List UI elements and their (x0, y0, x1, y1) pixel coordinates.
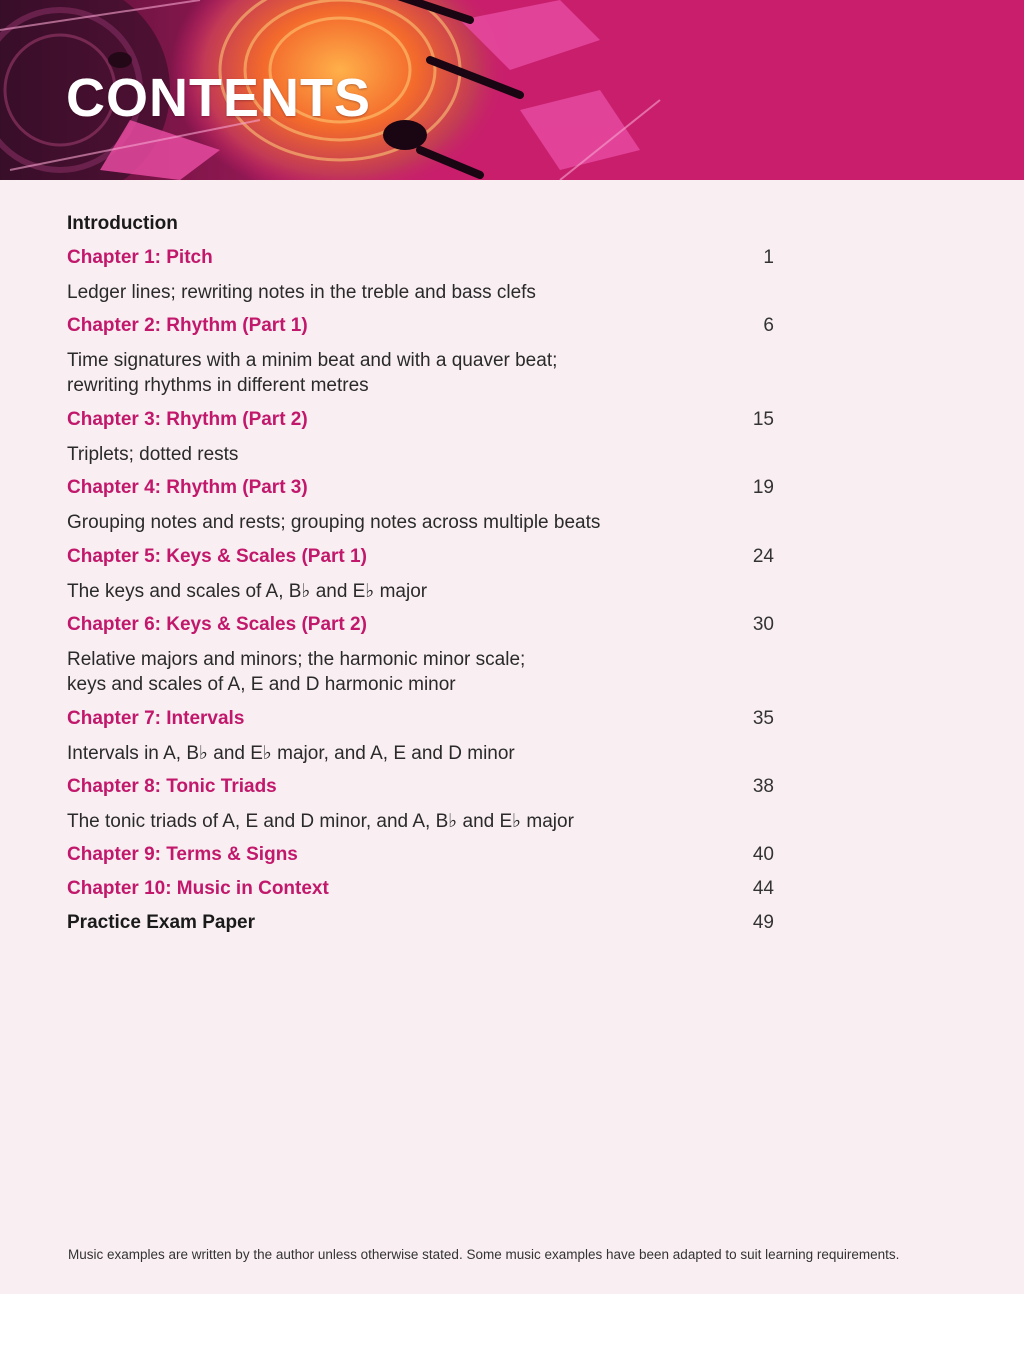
toc-entry-title: Chapter 10: Music in Context (67, 878, 329, 899)
description-line: keys and scales of A, E and D harmonic minor (67, 674, 456, 695)
toc-entry-title: Chapter 8: Tonic Triads (67, 776, 277, 797)
toc-entry-page: 15 (752, 409, 774, 430)
toc-entry-chapter-4 (67, 475, 774, 500)
toc-entry-page: 19 (752, 477, 774, 498)
toc-entry-page: 30 (752, 614, 774, 635)
description-line: Relative majors and minors; the harmonic minor scale; (67, 649, 526, 670)
toc-entry-title: Chapter 2: Rhythm (Part 1) (67, 315, 308, 336)
toc-entry-description (67, 741, 687, 766)
toc-entry-chapter-1 (67, 245, 774, 270)
toc-entry-title: Chapter 5: Keys & Scales (Part 1) (67, 546, 367, 567)
toc-entry-title: Introduction (67, 213, 178, 234)
toc-entry-description (67, 348, 687, 398)
toc-entry-page: 44 (752, 878, 774, 899)
toc-entry-chapter-7 (67, 706, 774, 731)
toc-entry-page: 1 (763, 247, 774, 268)
toc-entry-description (67, 442, 687, 467)
toc-entry-chapter-5 (67, 544, 774, 569)
toc-entry-page: 38 (752, 776, 774, 797)
toc-entry-title: Chapter 9: Terms & Signs (67, 844, 298, 865)
toc-entry-description (67, 280, 687, 305)
description-line: Triplets; dotted rests (67, 444, 239, 465)
page-title: CONTENTS (66, 68, 371, 128)
toc-entry-page: 49 (752, 912, 774, 933)
toc-entry-chapter-3 (67, 407, 774, 432)
toc-entry-chapter-8 (67, 774, 774, 799)
toc-entry-title: Chapter 4: Rhythm (Part 3) (67, 477, 308, 498)
header-banner (0, 0, 1024, 180)
description-line: rewriting rhythms in different metres (67, 375, 369, 396)
toc-entry-description (67, 647, 687, 697)
toc-entry-page: 35 (752, 708, 774, 729)
toc-entry-title: Chapter 3: Rhythm (Part 2) (67, 409, 308, 430)
toc-entry-title: Practice Exam Paper (67, 912, 256, 933)
toc-entry-page: 6 (763, 315, 774, 336)
toc-entry-description (67, 809, 687, 834)
toc-entry-chapter-2 (67, 313, 774, 338)
toc-entry-introduction (67, 211, 774, 236)
toc-entry-chapter-10 (67, 876, 774, 901)
toc-entry-chapter-6 (67, 612, 774, 637)
toc-entry-title: Chapter 6: Keys & Scales (Part 2) (67, 614, 367, 635)
description-line: The tonic triads of A, E and D minor, and A, B♭ and E♭ major (67, 811, 574, 832)
description-line: Ledger lines; rewriting notes in the treble and bass clefs (67, 282, 536, 303)
description-line: Grouping notes and rests; grouping notes across multiple beats (67, 512, 601, 533)
description-line: Intervals in A, B♭ and E♭ major, and A, E and D minor (67, 743, 515, 764)
description-line: The keys and scales of A, B♭ and E♭ major (67, 581, 428, 602)
toc-entry-page: 40 (752, 844, 774, 865)
toc-entry-description (67, 510, 687, 535)
toc-entry-chapter-9 (67, 842, 774, 867)
toc-entry-page: 24 (752, 546, 774, 567)
toc-entry-title: Chapter 7: Intervals (67, 708, 245, 729)
toc-entry-title: Chapter 1: Pitch (67, 247, 213, 268)
toc-entry-practice-exam (67, 910, 774, 935)
toc-entry-description (67, 579, 687, 604)
description-line: Time signatures with a minim beat and with a quaver beat; (67, 350, 558, 371)
footnote: Music examples are written by the author unless otherwise stated. Some music examples have been adapted to suit learning requirements. (68, 1247, 900, 1262)
